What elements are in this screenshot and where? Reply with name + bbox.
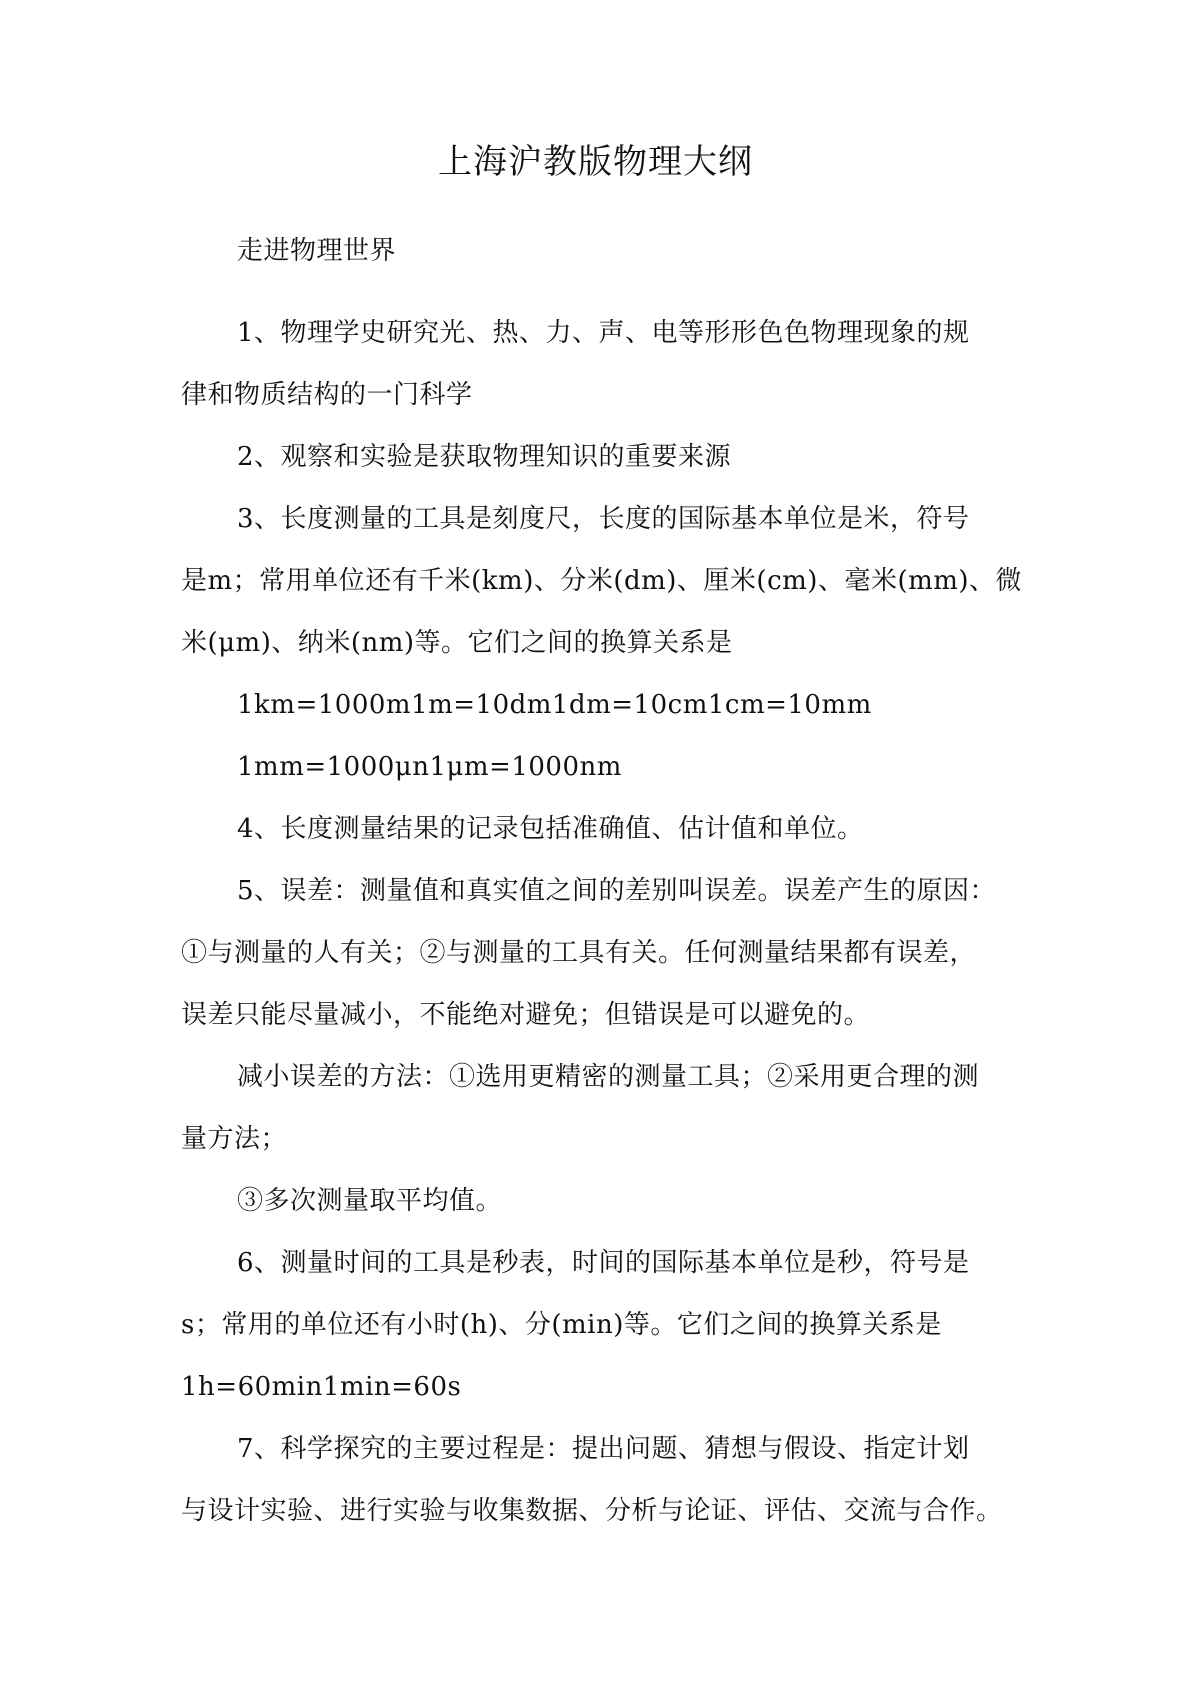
formula-line: 1km=1000m1m=10dm1dm=10cm1cm=10mm bbox=[237, 690, 872, 720]
paragraph-line: 2、观察和实验是获取物理知识的重要来源 bbox=[237, 442, 732, 472]
paragraph-line: ①与测量的人有关；②与测量的工具有关。任何测量结果都有误差， bbox=[181, 938, 977, 968]
paragraph-line: 与设计实验、进行实验与收集数据、分析与论证、评估、交流与合作。 bbox=[181, 1496, 1003, 1526]
paragraph-line: 米(μm)、纳米(nm)等。它们之间的换算关系是 bbox=[181, 628, 733, 658]
paragraph-line: 3、长度测量的工具是刻度尺，长度的国际基本单位是米，符号 bbox=[237, 504, 970, 534]
paragraph-line: 减小误差的方法：①选用更精密的测量工具；②采用更合理的测 bbox=[237, 1062, 980, 1092]
paragraph-line: 5、误差：测量值和真实值之间的差别叫误差。误差产生的原因： bbox=[237, 876, 997, 906]
paragraph-line: 6、测量时间的工具是秒表，时间的国际基本单位是秒，符号是 bbox=[237, 1248, 970, 1278]
paragraph-line: 律和物质结构的一门科学 bbox=[181, 380, 473, 410]
paragraph-line: ③多次测量取平均值。 bbox=[237, 1186, 503, 1216]
paragraph-line: s；常用的单位还有小时(h)、分(min)等。它们之间的换算关系是 bbox=[181, 1310, 942, 1340]
document-title: 上海沪教版物理大纲 bbox=[438, 142, 753, 182]
paragraph-line: 量方法； bbox=[181, 1124, 288, 1154]
paragraph-line: 误差只能尽量减小，不能绝对避免；但错误是可以避免的。 bbox=[181, 1000, 871, 1030]
paragraph-line: 1、物理学史研究光、热、力、声、电等形形色色物理现象的规 bbox=[237, 318, 970, 348]
document-body bbox=[181, 220, 1023, 1542]
formula-line: 1mm=1000μn1μm=1000nm bbox=[237, 752, 622, 782]
formula-line: 1h=60min1min=60s bbox=[181, 1372, 462, 1402]
section-heading: 走进物理世界 bbox=[237, 236, 397, 266]
paragraph-line: 4、长度测量结果的记录包括准确值、估计值和单位。 bbox=[237, 814, 864, 844]
paragraph-line: 7、科学探究的主要过程是：提出问题、猜想与假设、指定计划 bbox=[237, 1434, 970, 1464]
paragraph-line: 是m；常用单位还有千米(km)、分米(dm)、厘米(cm)、毫米(mm)、微 bbox=[181, 566, 1023, 596]
